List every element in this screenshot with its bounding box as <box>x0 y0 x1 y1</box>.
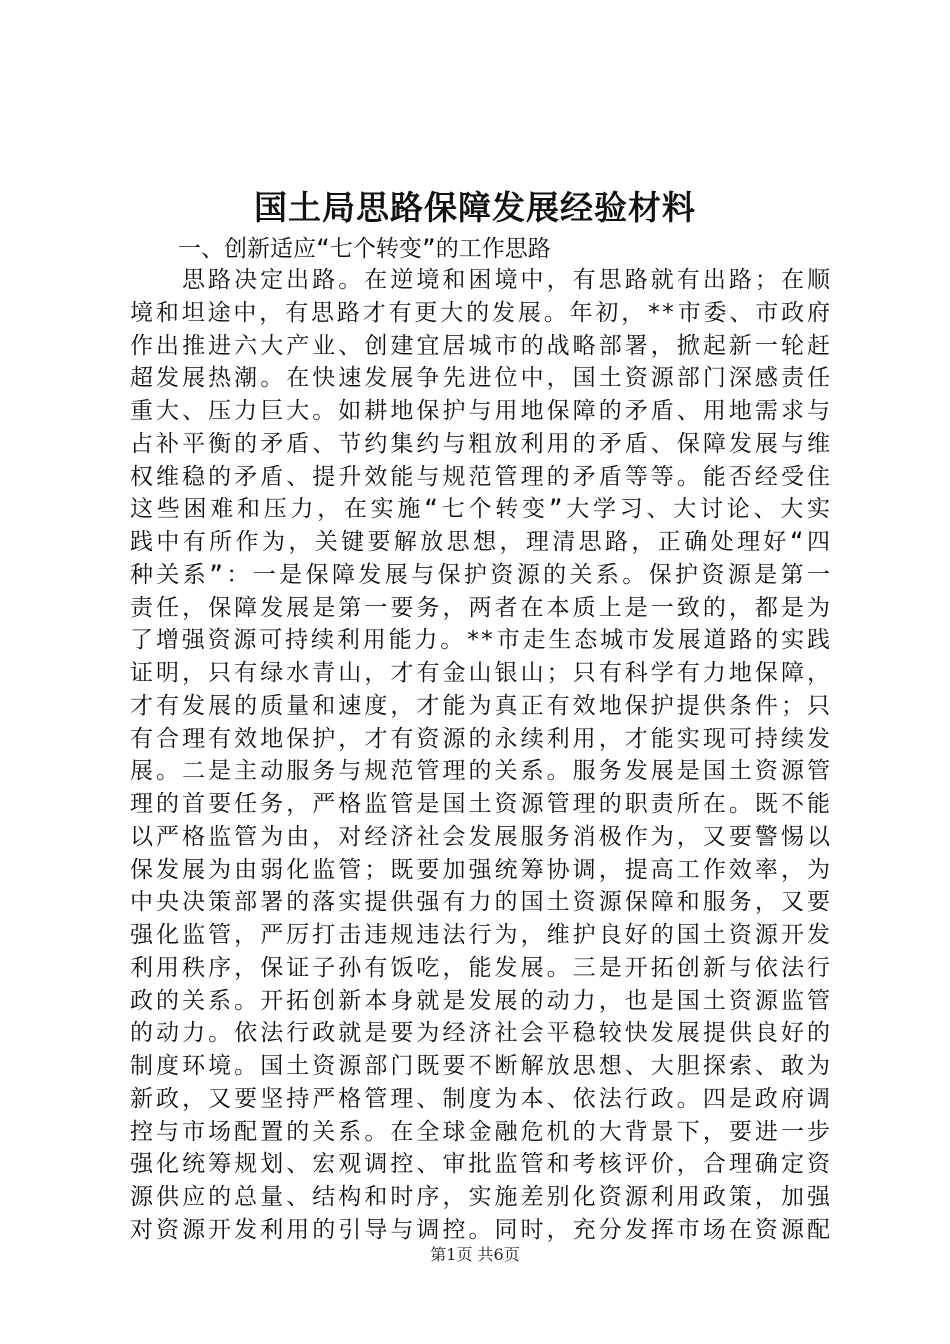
body-line: 理的首要任务，严格监管是国土资源管理的职责所在。既不能 <box>130 791 830 817</box>
body-line: 种关系”：一是保障发展与保护资源的关系。保护资源是第一 <box>130 561 830 588</box>
body-line: 中央决策部署的落实提供强有力的国土资源保障和服务，又要 <box>130 889 830 916</box>
body-line: 了增强资源可持续利用能力。**市走生态城市发展道路的实践 <box>130 627 830 654</box>
body-line: 制度环境。国土资源部门既要不断解放思想、大胆探索、敢为 <box>130 1053 830 1079</box>
page-footer: 第1页 共6页 <box>430 1245 520 1264</box>
body-line: 的动力。依法行政就是要为经济社会平稳较快发展提供良好的 <box>130 1020 830 1047</box>
body-line: 有合理有效地保护，才有资源的永续利用，才能实现可持续发 <box>130 725 830 752</box>
body-line: 强化统筹规划、宏观调控、审批监管和考核评价，合理确定资 <box>130 1151 830 1178</box>
document-title: 国土局思路保障发展经验材料 <box>254 188 696 227</box>
body-line: 践中有所作为，关键要解放思想，理清思路，正确处理好“四 <box>130 529 830 555</box>
body-line: 展。二是主动服务与规范管理的关系。服务发展是国土资源管 <box>130 758 830 785</box>
body-line: 新政，又要坚持严格管理、制度为本、依法行政。四是政府调 <box>130 1085 830 1112</box>
body-line: 强化监管，严厉打击违规违法行为，维护良好的国土资源开发 <box>130 922 830 948</box>
body-line: 证明，只有绿水青山，才有金山银山；只有科学有力地保障， <box>130 660 830 686</box>
body-line: 保发展为由弱化监管；既要加强统筹协调，提高工作效率，为 <box>130 856 830 883</box>
body-line: 源供应的总量、结构和时序，实施差别化资源利用政策，加强 <box>130 1184 830 1210</box>
body-line: 以严格监管为由，对经济社会发展服务消极作为，又要警惕以 <box>130 823 830 850</box>
body-line: 思路决定出路。在逆境和困境中，有思路就有出路；在顺 <box>182 267 830 293</box>
body-line: 重大、压力巨大。如耕地保护与用地保障的矛盾、用地需求与 <box>130 398 830 424</box>
body-paragraph <box>130 264 830 1247</box>
body-line: 责任，保障发展是第一要务，两者在本质上是一致的，都是为 <box>130 594 830 621</box>
body-line: 对资源开发利用的引导与调控。同时，充分发挥市场在资源配 <box>130 1216 830 1243</box>
body-line: 政的关系。开拓创新本身就是发展的动力，也是国土资源监管 <box>130 987 830 1014</box>
body-line: 这些困难和压力，在实施“七个转变”大学习、大讨论、大实 <box>130 496 830 523</box>
body-line: 权维稳的矛盾、提升效能与规范管理的矛盾等等。能否经受住 <box>130 463 830 490</box>
body-line: 占补平衡的矛盾、节约集约与粗放利用的矛盾、保障发展与维 <box>130 430 830 457</box>
body-line: 作出推进六大产业、创建宜居城市的战略部署，掀起新一轮赶 <box>130 332 830 359</box>
body-line: 超发展热潮。在快速发展争先进位中，国土资源部门深感责任 <box>130 365 830 392</box>
body-line: 利用秩序，保证子孙有饭吃，能发展。三是开拓创新与依法行 <box>130 954 830 981</box>
body-line: 控与市场配置的关系。在全球金融危机的大背景下，要进一步 <box>130 1118 830 1145</box>
body-line: 境和坦途中，有思路才有更大的发展。年初，**市委、市政府 <box>130 299 830 326</box>
body-line: 才有发展的质量和速度，才能为真正有效地保护提供条件；只 <box>130 692 830 719</box>
section-heading: 一、创新适应“七个转变”的工作思路 <box>178 236 551 262</box>
